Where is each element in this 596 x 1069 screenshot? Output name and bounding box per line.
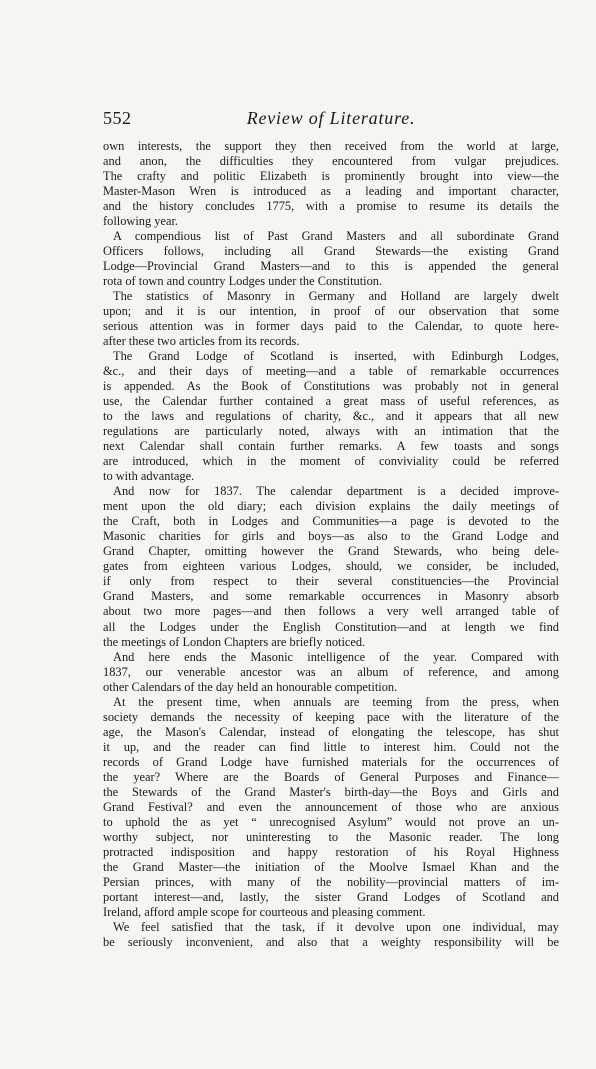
page-number: 552 xyxy=(103,108,132,128)
text-line: use, the Calendar further contained a great mass of useful references, as xyxy=(103,394,559,409)
text-line: Lodge—Provincial Grand Masters—and to this is appended the general xyxy=(103,259,559,274)
text-line: Grand Masters, and some remarkable occurrences in Masonry absorb xyxy=(103,589,559,604)
text-line: At the present time, when annuals are teeming from the press, when xyxy=(113,694,559,709)
text-line: the Craft, both in Lodges and Communities—a page is devoted to the xyxy=(103,514,559,529)
text-line: is appended. As the Book of Constitutions was probably not in general xyxy=(103,379,559,394)
text-line: society demands the necessity of keeping pace with the literature of the xyxy=(103,709,559,724)
text-line: and the history concludes 1775, with a promise to resume its details the xyxy=(103,199,559,214)
running-head-title: Review of Literature. xyxy=(246,108,416,128)
text-line: The Grand Lodge of Scotland is inserted, with Edinburgh Lodges, xyxy=(113,349,559,364)
text-line: And here ends the Masonic intelligence of the year. Compared with xyxy=(113,649,559,664)
text-line: next Calendar shall contain further remarks. A few toasts and songs xyxy=(103,439,559,454)
text-line: portant interest—and, lastly, the sister Grand Lodges of Scotland and xyxy=(103,889,559,904)
text-line: own interests, the support they then received from the world at large, xyxy=(103,139,559,153)
text-line: And now for 1837. The calendar department is a decided improve- xyxy=(113,484,559,499)
text-line: 1837, our venerable ancestor was an album of reference, and among xyxy=(103,664,559,679)
text-line: ment upon the old diary; each division explains the daily meetings of xyxy=(103,499,559,514)
text-line: the year? Where are the Boards of General Purposes and Finance— xyxy=(103,769,559,784)
text-line: to the laws and regulations of charity, &c., and it appears that all new xyxy=(103,409,559,424)
text-line: A compendious list of Past Grand Masters and all subordinate Grand xyxy=(113,229,559,244)
text-line: regulations are particularly noted, always with an intimation that the xyxy=(103,424,559,439)
text-line: Grand Festival? and even the announcement of those who are anxious xyxy=(103,799,559,814)
text-line: all the Lodges under the English Constitution—and at length we find xyxy=(103,619,559,634)
text-line: Masonic charities for girls and boys—as also to the Grand Lodge and xyxy=(103,529,559,544)
text-line: Officers follows, including all Grand Stewards—the existing Grand xyxy=(103,244,559,259)
text-line: records of Grand Lodge have furnished materials for the occurrences of xyxy=(103,754,559,769)
text-line: upon; and it is our intention, in proof of our observation that some xyxy=(103,304,559,319)
running-head xyxy=(103,108,559,134)
text-line: Ireland, afford ample scope for courteous and pleasing comment. xyxy=(103,904,426,919)
text-line: to with advantage. xyxy=(103,469,195,484)
text-line: worthy subject, nor uninteresting to the Masonic reader. The long xyxy=(103,829,559,844)
text-line: age, the Mason's Calendar, instead of elongating the telescope, has shut xyxy=(103,724,559,739)
text-line: are introduced, which in the moment of conviviality could be referred xyxy=(103,454,559,469)
text-line: to uphold the as yet “ unrecognised Asylum” would not prove an un- xyxy=(103,814,559,829)
text-line: The crafty and politic Elizabeth is prominently brought into view—the xyxy=(103,169,559,184)
text-line: the meetings of London Chapters are briefly noticed. xyxy=(103,634,366,649)
text-line: the Stewards of the Grand Master's birth-day—the Boys and Girls and xyxy=(103,784,559,799)
article-body xyxy=(103,139,559,950)
text-line: Grand Chapter, omitting however the Grand Stewards, who being dele- xyxy=(103,544,559,559)
text-line: The statistics of Masonry in Germany and Holland are largely dwelt xyxy=(113,289,559,304)
text-line: Persian princes, with many of the nobility—provincial matters of im- xyxy=(103,874,559,889)
text-line: Master-Mason Wren is introduced as a leading and important character, xyxy=(103,184,559,199)
text-line: serious attention was in former days paid to the Calendar, to quote here- xyxy=(103,319,559,334)
text-line: following year. xyxy=(103,214,179,229)
text-line: gates from eighteen various Lodges, should, we consider, be included, xyxy=(103,559,559,574)
text-line: be seriously inconvenient, and also that a weighty responsibility will be xyxy=(103,934,559,949)
text-line: if only from respect to their several constituencies—the Provincial xyxy=(103,574,559,589)
text-line: the Grand Master—the initiation of the Moolve Ismael Khan and the xyxy=(103,859,559,874)
text-line: protracted indisposition and happy restoration of his Royal Highness xyxy=(103,844,559,859)
text-line: We feel satisfied that the task, if it devolve upon one individual, may xyxy=(113,919,559,934)
text-line: about two more pages—and then follows a very well arranged table of xyxy=(103,604,559,619)
text-line: rota of town and country Lodges under the Constitution. xyxy=(103,274,383,289)
text-line: after these two articles from its records. xyxy=(103,334,300,349)
text-line: &c., and their days of meeting—and a table of remarkable occurrences xyxy=(103,364,559,379)
text-line: other Calendars of the day held an honourable competition. xyxy=(103,679,398,694)
text-line: it up, and the reader can find little to interest him. Could not the xyxy=(103,739,559,754)
text-line: and anon, the difficulties they encountered from vulgar prejudices. xyxy=(103,154,559,169)
